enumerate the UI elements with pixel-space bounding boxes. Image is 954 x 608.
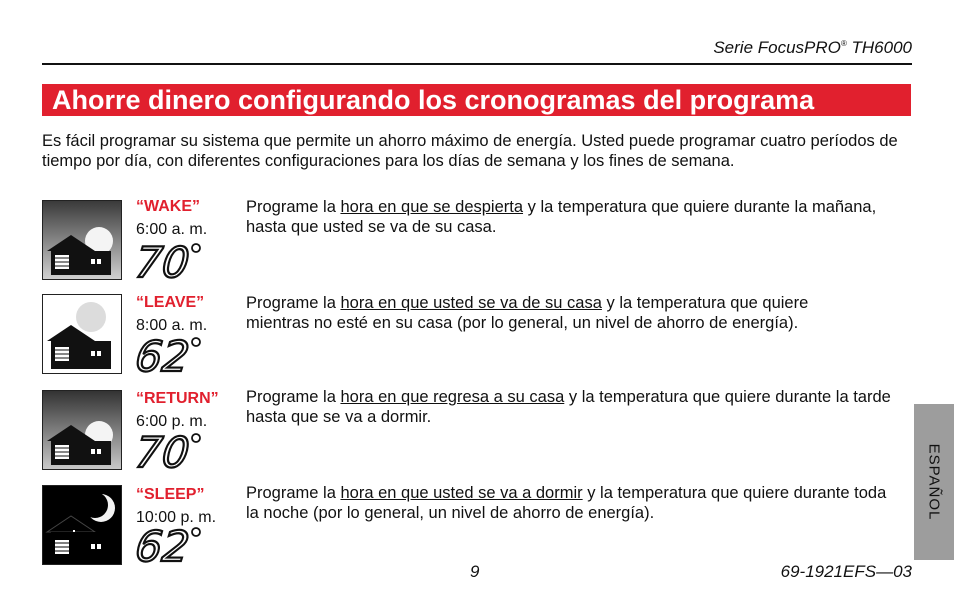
period-time-return: 6:00 p. m.: [136, 413, 208, 430]
header-series: Serie FocusPRO® TH6000: [713, 38, 912, 57]
intro-paragraph: Es fácil programar su sistema que permite un ahorro máximo de energía. Usted puede programar cuatro períodos de tiempo por día, con diferentes configuraciones para los días de semana y los fines de semana.: [42, 132, 898, 170]
period-label-wake: “WAKE”: [136, 198, 200, 215]
period-temp-return: [136, 430, 216, 472]
header-rule: [42, 63, 912, 65]
period-temp-leave: [136, 334, 216, 376]
period-desc-return: Programe la hora en que regresa a su casa y la temperatura que quiere durante la tarde hasta que se va a dormir.: [246, 388, 891, 426]
period-time-wake: 6:00 a. m.: [136, 221, 208, 238]
period-desc-wake: Programe la hora en que se despierta y la temperatura que quiere durante la mañana, hasta que usted se va de su casa.: [246, 198, 877, 236]
period-desc-sleep: Programe la hora en que usted se va a dormir y la temperatura que quiere durante toda la noche (por lo general, un nivel de ahorro de energía).: [246, 484, 887, 522]
period-temp-wake: [136, 240, 216, 282]
document-number: 69-1921EFS—03: [780, 562, 912, 581]
daytime-house-icon: [42, 294, 122, 374]
period-time-leave: 8:00 a. m.: [136, 317, 208, 334]
night-moon-house-icon: [42, 485, 122, 565]
temp-value-leave: 62: [136, 334, 192, 376]
sunset-house-icon: [42, 390, 122, 470]
degree-mark: [192, 244, 200, 252]
period-time-sleep: 10:00 p. m.: [136, 509, 217, 526]
period-label-leave: “LEAVE”: [136, 294, 205, 311]
degree-mark: [192, 338, 200, 346]
period-label-return: “RETURN”: [136, 390, 219, 407]
degree-mark: [192, 528, 200, 536]
temp-value-return: 70: [136, 430, 192, 472]
language-tab[interactable]: [914, 404, 954, 560]
degree-mark: [192, 434, 200, 442]
period-label-sleep: “SLEEP”: [136, 486, 205, 503]
period-desc-leave: Programe la hora en que usted se va de su casa y la temperatura que quiere mientras no esté en su casa (por lo general, un nivel de ahorro de energía).: [246, 294, 809, 332]
period-temp-sleep: [136, 524, 216, 566]
temp-value-sleep: 62: [136, 524, 192, 566]
sunrise-house-icon: [42, 200, 122, 280]
page-title: Ahorre dinero configurando los cronogramas del programa: [42, 84, 911, 116]
temp-value-wake: 70: [136, 240, 192, 282]
page-number: 9: [470, 562, 480, 581]
language-tab-label: ESPAÑOL: [925, 443, 943, 521]
